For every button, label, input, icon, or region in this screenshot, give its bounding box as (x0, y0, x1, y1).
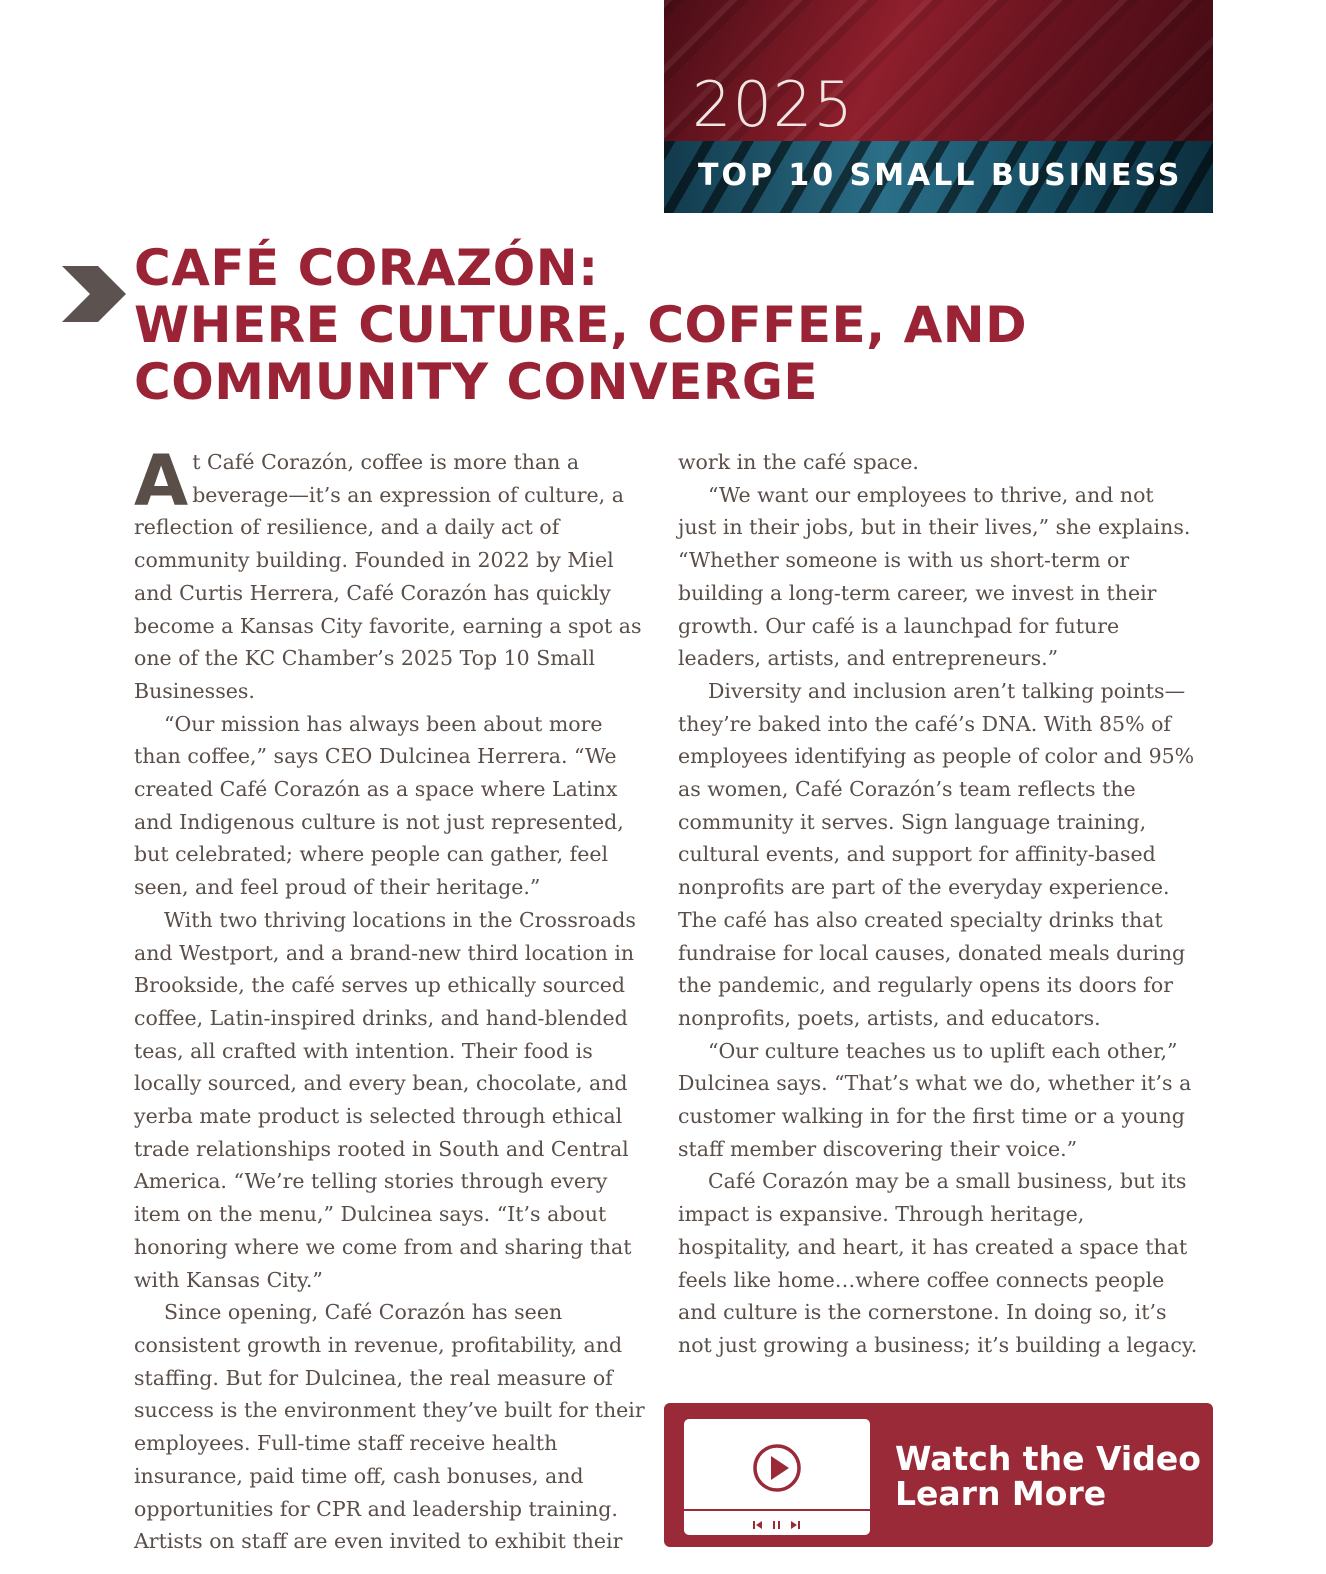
article-paragraph: “We want our employees to thrive, and not just in their jobs, but in their lives,” she explains. “Whether someone is with us short-term or building a long-term career, we invest in their growth. Our café is a launchpad for future leaders, artists, and entrepreneurs.” (678, 482, 1191, 671)
article-paragraph: “Our culture teaches us to uplift each other,” Dulcinea says. “That’s what we do, whether it’s a customer walking in for the first time or a young staff member discovering their voice.” (678, 1038, 1192, 1161)
award-strip (664, 141, 1213, 213)
watch-video-label[interactable]: Watch the Video (895, 1439, 1201, 1478)
headline-line-1: CAFÉ CORAZÓN: (134, 239, 599, 297)
article-paragraph: “Our mission has always been about more than coffee,” says CEO Dulcinea Herrera. “We created Café Corazón as a space where Latinx and Indigenous culture is not just represented, but celebrated; where people can gather, feel seen, and feel proud of their heritage.” (134, 711, 624, 900)
article-column-left (134, 440, 649, 1558)
video-thumbnail[interactable] (684, 1419, 870, 1535)
article-paragraph: At Café Corazón, coffee is more than a beverage—it’s an expression of culture, a reflection of resilience, and a daily act of community building. Founded in 2022 by Miel and Curtis Herrera, Café Corazón has quickly become a Kansas City favorite, earning a spot as one of the KC Chamber’s 2025 Top 10 Small Businesses. (134, 440, 642, 703)
headline-line-2: WHERE CULTURE, COFFEE, AND (134, 296, 1028, 354)
article-column-right (678, 446, 1198, 1362)
media-controls-icon (752, 1518, 802, 1532)
learn-more-label[interactable]: Learn More (895, 1474, 1107, 1513)
article-headline (134, 240, 1027, 411)
headline-line-3: COMMUNITY CONVERGE (134, 353, 819, 411)
watch-video-button[interactable] (664, 1403, 1213, 1547)
award-label: TOP 10 SMALL BUSINESS (698, 158, 1183, 193)
chevron-right-icon (62, 266, 126, 322)
award-banner (664, 0, 1213, 213)
article-paragraph: With two thriving locations in the Crossroads and Westport, and a brand-new third location in Brookside, the café serves up ethically sourced coffee, Latin-inspired drinks, and hand-blended teas, all crafted with intention. Their food is locally sourced, and every bean, chocolate, and yerba mate product is selected through ethical trade relationships rooted in South and Central America. “We’re telling stories through every item on the menu,” Dulcinea says. “It’s about honoring where we come from and sharing that with Kansas City.” (134, 907, 636, 1292)
article-paragraph: work in the café space. (678, 450, 919, 474)
article-paragraph: Diversity and inclusion aren’t talking points—they’re baked into the café’s DNA. With 85% of employees identifying as people of color and 95% as women, Café Corazón’s team reflects the community it serves. Sign language training, cultural events, and support for affinity-based nonprofits are part of the everyday experience. The café has also created specialty drinks that fundraise for local causes, donated meals during the pandemic, and regularly opens its doors for nonprofits, poets, artists, and educators. (678, 678, 1195, 1030)
award-year: 2025 (692, 68, 854, 141)
article-paragraph: Café Corazón may be a small business, but its impact is expansive. Through heritage, hospitality, and heart, it has created a space that feels like home…where coffee connects people and culture is the cornerstone. In doing so, it’s not just growing a business; it’s building a legacy. (678, 1169, 1198, 1357)
play-circle-icon[interactable] (752, 1443, 802, 1493)
video-progress-line (684, 1509, 870, 1511)
drop-cap: A (134, 440, 189, 522)
video-cta-text[interactable] (895, 1441, 1201, 1511)
article-paragraph: Since opening, Café Corazón has seen consistent growth in revenue, profitability, and staffing. But for Dulcinea, the real measure of success is the environment they’ve built for their employees. Full-time staff receive health insurance, paid time off, cash bonuses, and opportunities for CPR and leadership training. Artists on staff are even invited to exhibit their (134, 1300, 645, 1554)
